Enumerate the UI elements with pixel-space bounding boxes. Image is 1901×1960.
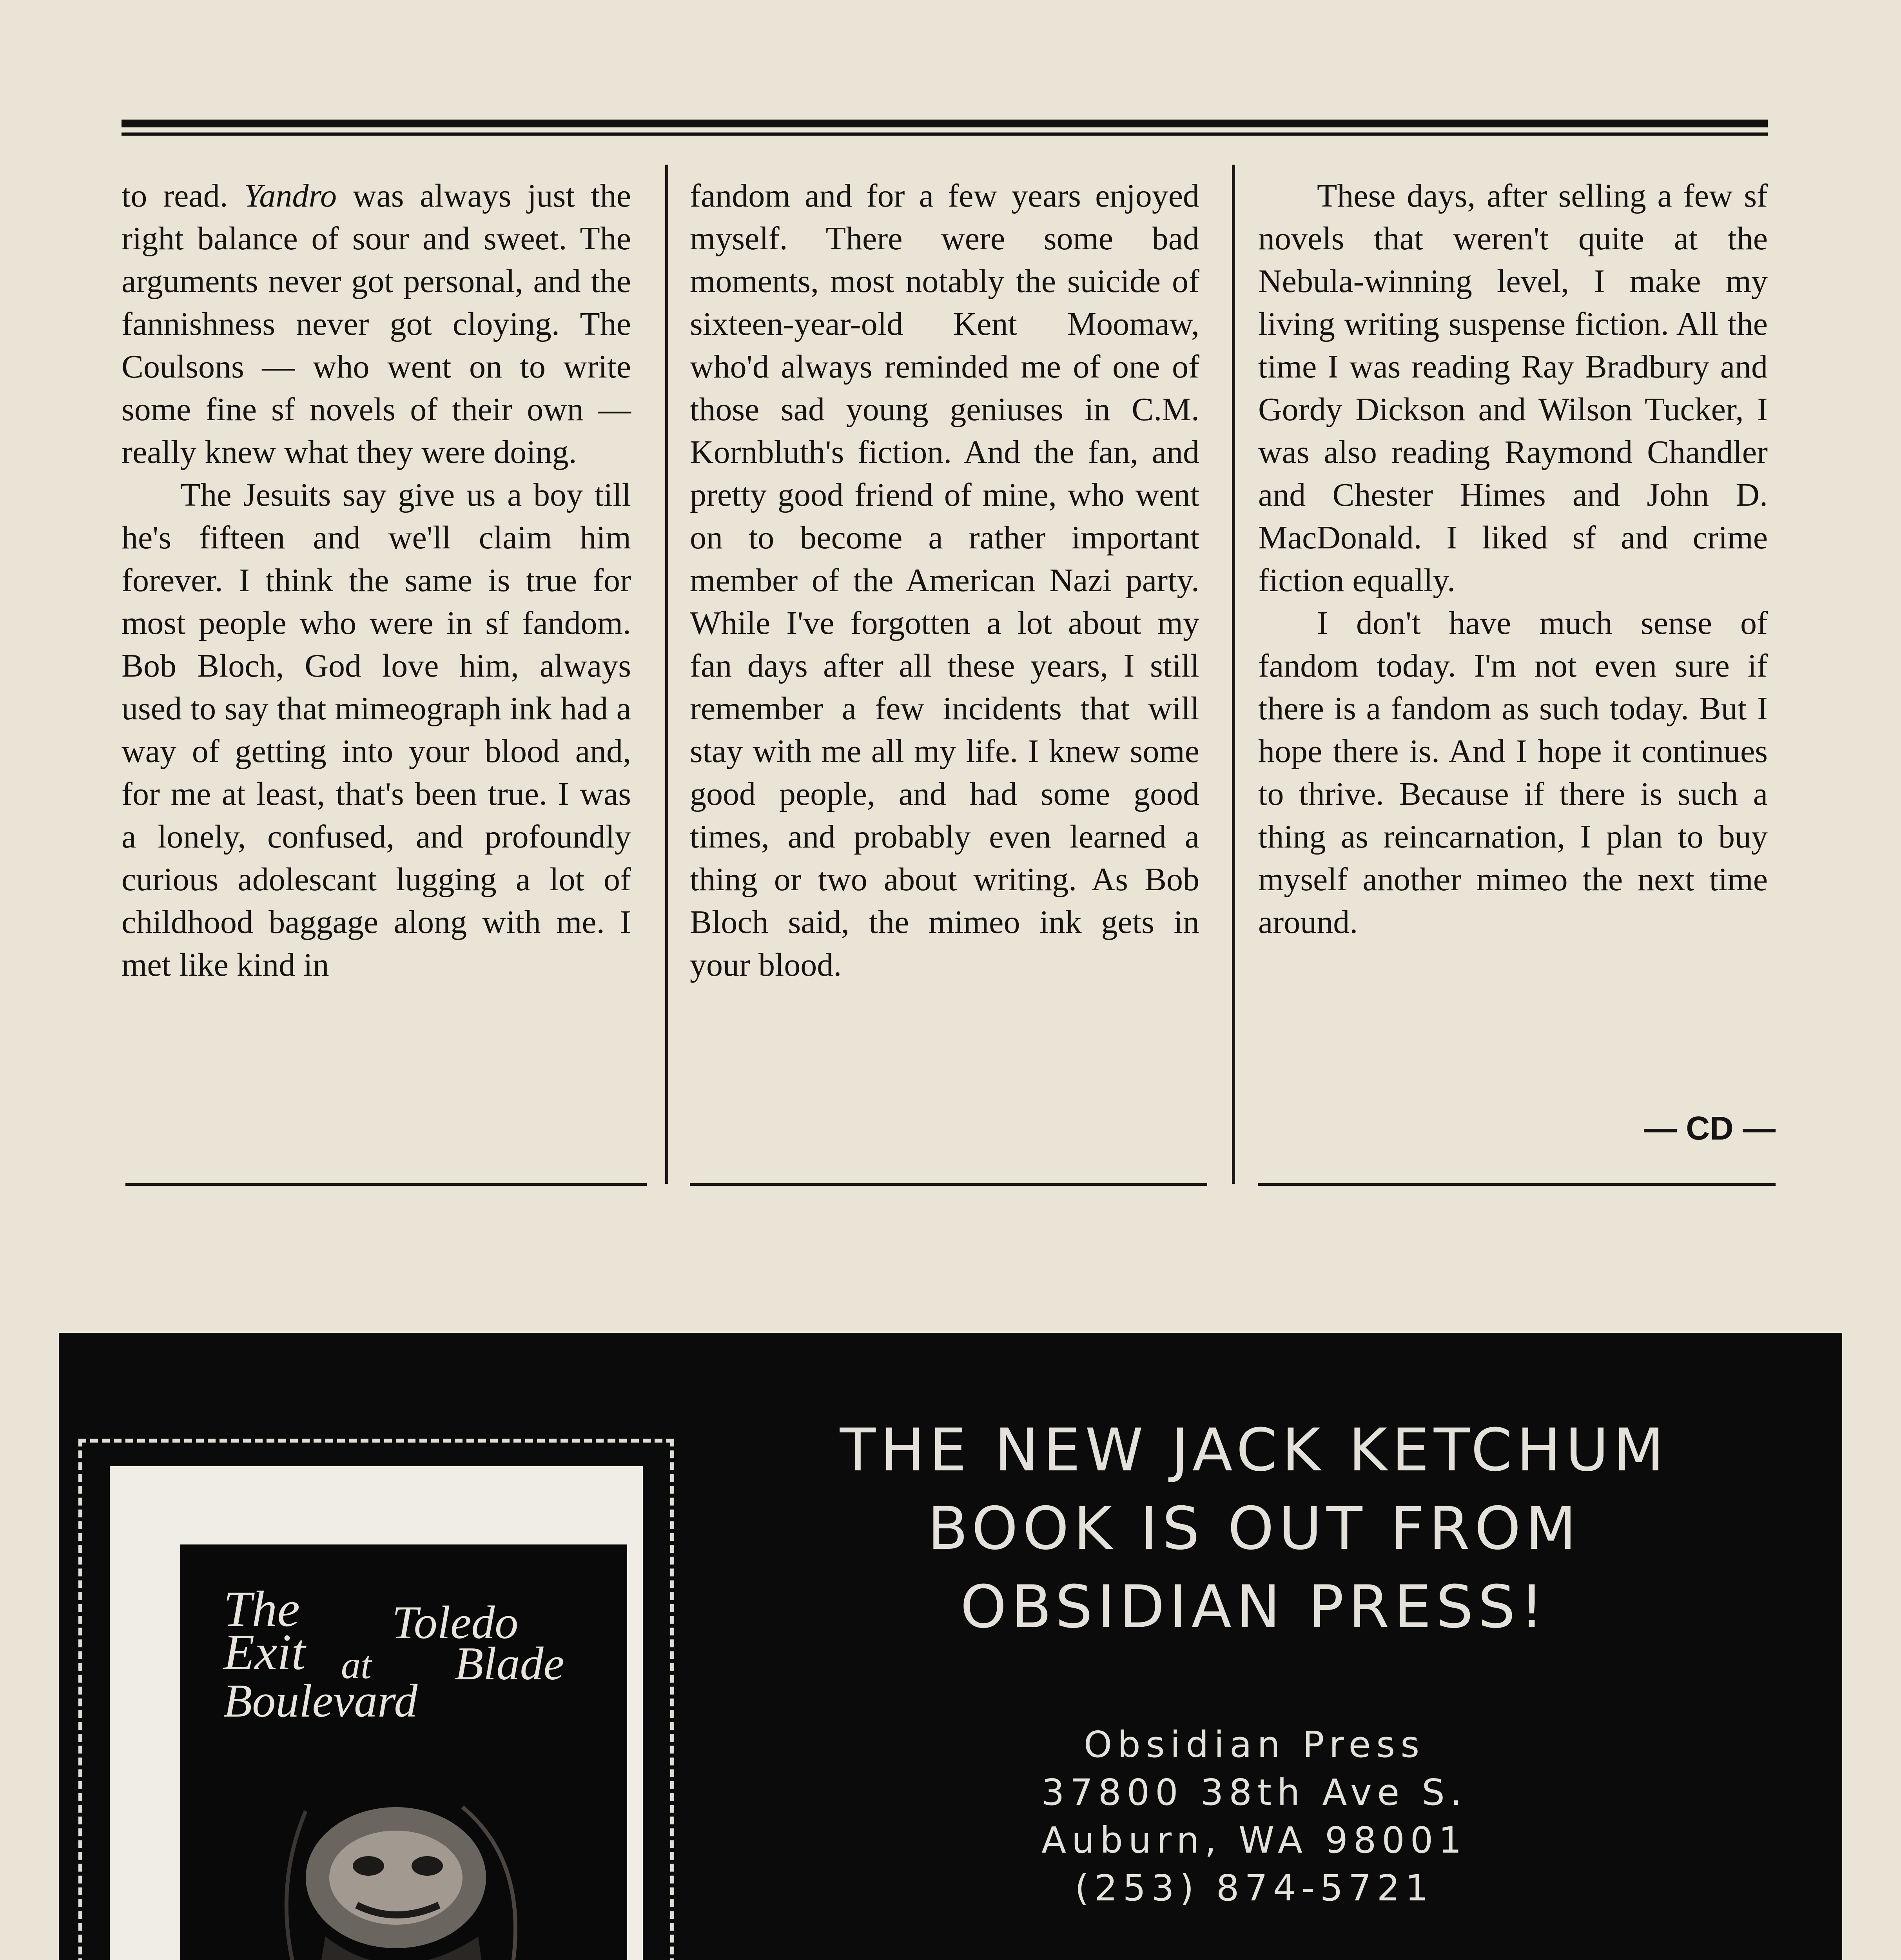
- phone-number: (253) 874-5721: [1075, 1867, 1434, 1909]
- column-3-paragraph-2: I don't have much sense of fandom today. I'm not even sure if there is a fandom as such today. But I hope there is. And I hope it continues to thrive. Because if there is such a thing as reincarnation, I plan to buy myself another mimeo the next time around.: [1258, 605, 1768, 940]
- cover-title-exit: Exit: [223, 1624, 306, 1681]
- text-column-2: [690, 174, 1199, 986]
- top-rule-thick: [122, 120, 1768, 127]
- publisher-name: Obsidian Press: [1083, 1724, 1425, 1766]
- ad-copy: [686, 1411, 1823, 1960]
- column-2-bottom-rule: [690, 1183, 1207, 1186]
- city-state-zip: Auburn, WA 98001: [1041, 1819, 1467, 1861]
- column-1-paragraph-1: to read. Yandro was always just the right balance of sour and sweet. The arguments never got personal, and the fannishness never got cloying. The Coulsons — who went on to write some fine sf novels of their own — really knew what they were doing.: [122, 178, 631, 470]
- advertisement: [59, 1333, 1842, 1960]
- text-column-1: [122, 174, 631, 986]
- street-address: 37800 38th Ave S.: [1041, 1771, 1467, 1813]
- column-divider-1: [665, 165, 668, 1184]
- column-1-paragraph-2: The Jesuits say give us a boy till he's fifteen and we'll claim him forever. I think the same is true for most people who were in sf fandom. Bob Bloch, God love him, always used to say that mimeograph ink had a way of getting into your blood and, for me at least, that's been true. I was a lonely, confused, and profoundly curious adolescant lugging a lot of childhood baggage along with me. I met like kind in: [122, 477, 631, 983]
- author-signature: — CD —: [1644, 1110, 1776, 1147]
- book-cover-border: [110, 1466, 643, 1960]
- cover-title-boulevard: Boulevard: [223, 1675, 418, 1727]
- ad-headline: THE NEW JACK KETCHUM BOOK IS OUT FROM OBSIDIAN PRESS!: [840, 1416, 1669, 1641]
- magazine-title-yandro: Yandro: [244, 178, 337, 214]
- publisher-address: [686, 1721, 1823, 1912]
- top-rule-thin: [122, 132, 1768, 136]
- book-cover: [180, 1544, 627, 1960]
- cover-title-at: at: [341, 1643, 372, 1687]
- column-3-bottom-rule: [1258, 1183, 1776, 1186]
- cover-title-toledo: Toledo: [392, 1596, 519, 1648]
- column-1-bottom-rule: [125, 1183, 647, 1186]
- column-divider-2: [1232, 165, 1235, 1184]
- cover-title-the: The: [223, 1581, 300, 1637]
- text-column-3: [1258, 174, 1768, 944]
- column-3-paragraph-1: These days, after selling a few sf novels that weren't quite at the Nebula-winning level, I make my living writing suspense fiction. All the time I was reading Ray Bradbury and Gordy Dickson and Wilson Tucker, I was also reading Raymond Chandler and Chester Himes and John D. MacDonald. I liked sf and crime fiction equally.: [1258, 178, 1768, 599]
- column-2-paragraph-1: fandom and for a few years enjoyed myself. There were some bad moments, most notably the suicide of sixteen-year-old Kent Moomaw, who'd always reminded me of one of those sad young geniuses in C.M. Kornbluth's fiction. And the fan, and pretty good friend of mine, who went on to become a rather important member of the American Nazi party. While I've forgotten a lot about my fan days after all these years, I still remember a few incidents that will stay with me all my life. I knew some good people, and had some good times, and probably even learned a thing or two about writing. As Bob Bloch said, the mimeo ink gets in your blood.: [690, 178, 1199, 983]
- book-cover-frame: [78, 1439, 674, 1960]
- cover-face-illustration: [227, 1748, 580, 1960]
- cover-title-blade: Blade: [455, 1637, 564, 1690]
